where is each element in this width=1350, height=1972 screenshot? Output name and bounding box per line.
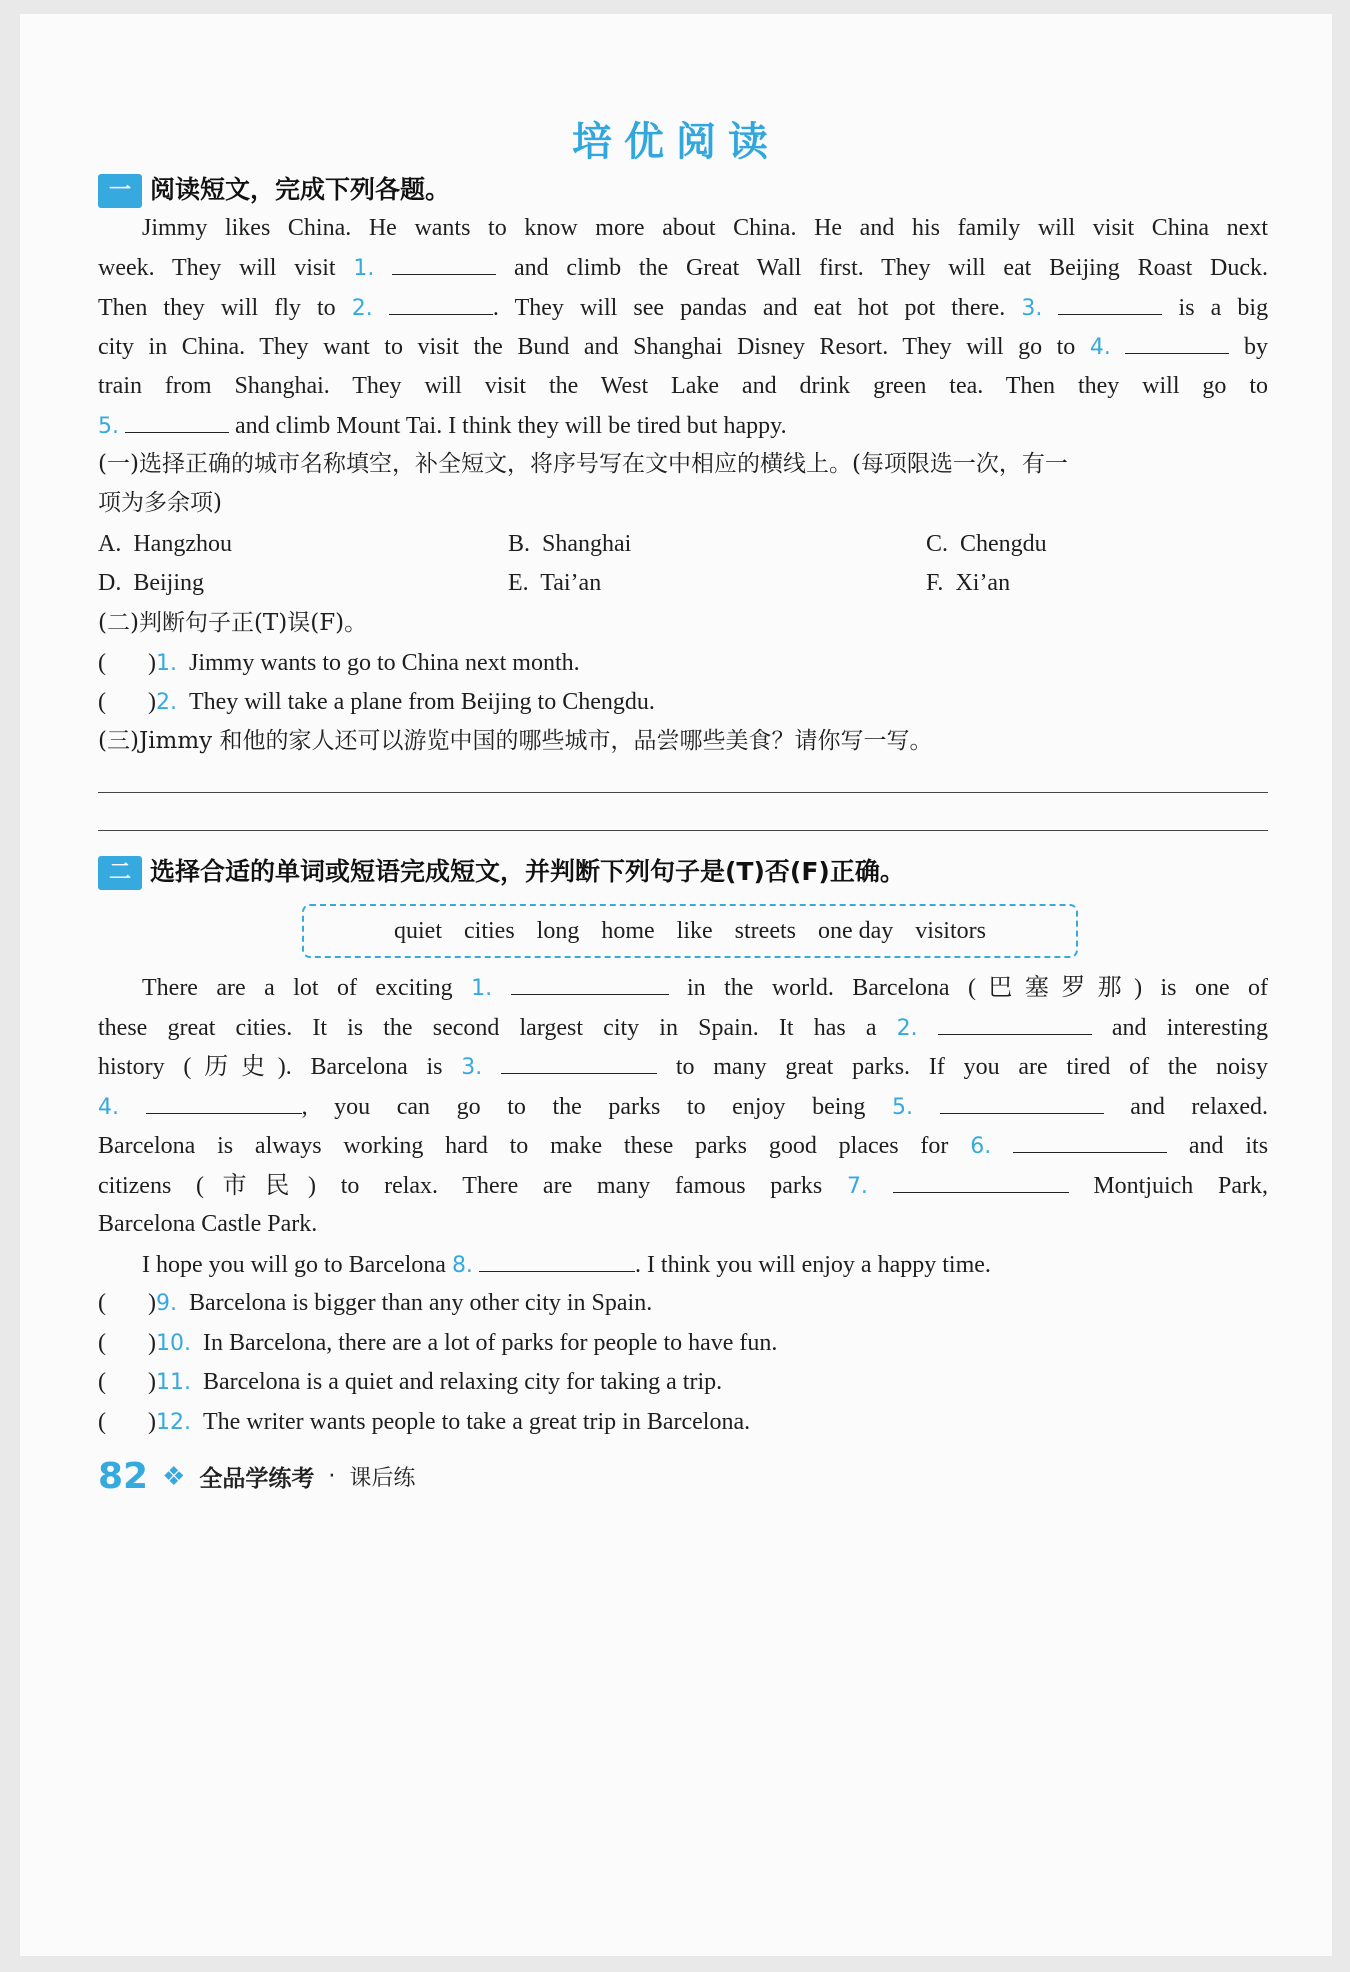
passage1-line1: Jimmy likes China. He wants to know more about China. He and his family will visit China next <box>142 215 1268 241</box>
text: to many great parks. If you are tired of the noisy <box>675 1054 1268 1080</box>
blank-number: 3. <box>1021 296 1043 321</box>
blank-3[interactable] <box>501 1051 657 1074</box>
page-number: 82 <box>98 1456 149 1497</box>
blank-5[interactable] <box>940 1091 1104 1114</box>
writing-line-2[interactable] <box>98 830 1268 831</box>
item-number: 10. <box>155 1331 191 1356</box>
blank-number: 5. <box>98 414 119 439</box>
item-text: They will take a plane from Beijing to Chengdu. <box>188 689 655 715</box>
item-text: Barcelona is a quiet and relaxing city for taking a trip. <box>202 1369 723 1395</box>
blank-5[interactable] <box>125 410 229 433</box>
text: history (历史). Barcelona is <box>98 1054 443 1080</box>
passage2-line6 <box>98 1170 1268 1202</box>
answer-paren[interactable]: ( ) <box>98 1369 156 1395</box>
option-text: Beijing <box>133 570 205 596</box>
blank-number: 1. <box>471 976 493 1001</box>
blank-7[interactable] <box>893 1170 1069 1193</box>
text: is a big <box>1178 295 1269 321</box>
item-text: In Barcelona, there are a lot of parks for people to have fun. <box>202 1330 778 1356</box>
text: and interesting <box>1111 1015 1269 1041</box>
text: citizens (市民) to relax. There are many famous parks <box>98 1173 823 1199</box>
text: and climb the Great Wall first. They will eat Beijing Roast Duck. <box>513 255 1269 281</box>
section1-heading <box>98 170 450 208</box>
diamond-icon: ❖ <box>162 1461 186 1491</box>
option-e <box>508 568 601 598</box>
blank-4[interactable] <box>1125 331 1229 354</box>
passage2-line7: Barcelona Castle Park. <box>98 1211 318 1237</box>
option-d <box>98 568 204 598</box>
option-letter: B. <box>508 531 531 557</box>
word-bank-item: one day <box>817 917 894 944</box>
passage1-line6 <box>98 410 787 442</box>
passage2-line4 <box>98 1091 1268 1123</box>
word-bank-item: like <box>676 917 713 944</box>
blank-2[interactable] <box>938 1012 1092 1035</box>
answer-paren[interactable]: ( ) <box>98 689 156 715</box>
answer-paren[interactable]: ( ) <box>98 1330 156 1356</box>
part1-instruction-cont: 项为多余项) <box>98 490 222 516</box>
text: Montjuich Park, <box>1093 1173 1268 1199</box>
word-bank-item: quiet <box>394 917 443 944</box>
text: , you can go to the parks to enjoy being <box>301 1094 866 1120</box>
option-c <box>926 529 1047 559</box>
text: in the world. Barcelona (巴塞罗那) is one of <box>687 975 1269 1001</box>
option-text: Shanghai <box>542 531 632 557</box>
text: and climb Mount Tai. I think they will be tired but happy. <box>235 413 787 439</box>
text: and relaxed. <box>1130 1094 1269 1120</box>
blank-number: 4. <box>1089 335 1111 360</box>
item-number: 2. <box>155 690 177 715</box>
option-text: Hangzhou <box>133 531 232 557</box>
judge-item <box>98 1288 652 1319</box>
option-text: Xi’an <box>955 570 1011 596</box>
page-title: 培优阅读 <box>572 119 780 165</box>
book-title: 全品学练考 <box>199 1466 315 1492</box>
blank-4[interactable] <box>146 1091 302 1114</box>
judge-item <box>98 648 580 679</box>
item-number: 11. <box>155 1370 191 1395</box>
passage1-line2 <box>98 252 1268 284</box>
word-bank-item: cities <box>464 917 515 944</box>
blank-number: 5. <box>892 1095 913 1120</box>
section1-badge: 一 <box>98 174 142 208</box>
option-text: Chengdu <box>960 531 1047 557</box>
text: There are a lot of exciting <box>142 975 453 1001</box>
blank-number: 6. <box>970 1134 992 1159</box>
passage2-line1 <box>142 972 1268 1004</box>
judge-item <box>98 1407 750 1438</box>
section2-heading <box>98 852 905 890</box>
answer-paren[interactable]: ( ) <box>98 650 156 676</box>
judge-item <box>98 687 655 718</box>
text: week. They will visit <box>98 255 336 281</box>
word-bank <box>302 904 1078 958</box>
text: . They will see pandas and eat hot pot there. <box>492 295 1006 321</box>
passage1-line3 <box>98 292 1268 324</box>
blank-2[interactable] <box>389 292 493 315</box>
text: Then they will fly to <box>98 295 336 321</box>
section2-badge: 二 <box>98 856 142 890</box>
option-letter: D. <box>98 570 122 596</box>
judge-item <box>98 1367 722 1398</box>
page <box>20 14 1332 1956</box>
book-subtitle: 课后练 <box>349 1466 416 1491</box>
option-letter: C. <box>926 531 949 557</box>
passage1-line4 <box>98 331 1268 363</box>
blank-number: 3. <box>461 1055 483 1080</box>
passage2-line8 <box>142 1249 991 1281</box>
blank-number: 4. <box>98 1095 119 1120</box>
text: I hope you will go to Barcelona <box>142 1252 446 1278</box>
option-text: Tai’an <box>540 570 602 596</box>
text: Barcelona is always working hard to make these parks good places for <box>98 1133 949 1159</box>
part1-instruction: (一)选择正确的城市名称填空，补全短文，将序号写在文中相应的横线上。(每项限选一次，有一 <box>98 451 1068 477</box>
word-bank-item: streets <box>734 917 796 944</box>
word-bank-item: home <box>601 917 655 944</box>
section2-heading-text: 选择合适的单词或短语完成短文，并判断下列句子是(T)否(F)正确。 <box>150 857 905 886</box>
blank-number: 2. <box>351 296 373 321</box>
option-letter: E. <box>508 570 529 596</box>
word-bank-item: visitors <box>915 917 986 944</box>
blank-number: 2. <box>896 1016 918 1041</box>
passage2-line5 <box>98 1130 1268 1162</box>
answer-paren[interactable]: ( ) <box>98 1290 156 1316</box>
option-letter: A. <box>98 531 122 557</box>
part3-instruction: (三)Jimmy 和他的家人还可以游览中国的哪些城市，品尝哪些美食？请你写一写。 <box>98 728 933 754</box>
blank-8[interactable] <box>479 1249 635 1272</box>
option-b <box>508 529 631 559</box>
blank-6[interactable] <box>1013 1130 1167 1153</box>
text: and its <box>1188 1133 1269 1159</box>
section1-heading-text: 阅读短文，完成下列各题。 <box>150 175 451 204</box>
text: these great cities. It is the second largest city in Spain. It has a <box>98 1015 877 1041</box>
item-number: 9. <box>155 1291 177 1316</box>
item-text: Jimmy wants to go to China next month. <box>188 650 580 676</box>
footer-dot: · <box>328 1464 336 1489</box>
passage1-line5: train from Shanghai. They will visit the West Lake and drink green tea. Then they will go to <box>98 373 1268 399</box>
blank-number: 8. <box>451 1253 473 1278</box>
item-text: Barcelona is bigger than any other city in Spain. <box>188 1290 653 1316</box>
item-number: 1. <box>155 651 177 676</box>
blank-1[interactable] <box>392 252 496 275</box>
judge-item <box>98 1328 777 1359</box>
blank-1[interactable] <box>511 972 669 995</box>
writing-line-1[interactable] <box>98 792 1268 793</box>
part2-instruction: (二)判断句子正(T)误(F)。 <box>98 610 368 636</box>
answer-paren[interactable]: ( ) <box>98 1409 156 1435</box>
footer <box>98 1456 415 1497</box>
item-number: 12. <box>155 1410 191 1435</box>
blank-3[interactable] <box>1058 292 1162 315</box>
text: . I think you will enjoy a happy time. <box>634 1252 991 1278</box>
blank-number: 1. <box>353 256 375 281</box>
text: city in China. They want to visit the Bund and Shanghai Disney Resort. They will go to <box>98 334 1076 360</box>
blank-number: 7. <box>846 1174 868 1199</box>
word-bank-item: long <box>536 917 580 944</box>
item-text: The writer wants people to take a great trip in Barcelona. <box>202 1409 751 1435</box>
text: by <box>1244 334 1268 360</box>
passage2-line3 <box>98 1051 1268 1083</box>
option-f <box>926 568 1010 598</box>
option-letter: F. <box>926 570 944 596</box>
passage2-line2 <box>98 1012 1268 1044</box>
option-a <box>98 529 232 559</box>
